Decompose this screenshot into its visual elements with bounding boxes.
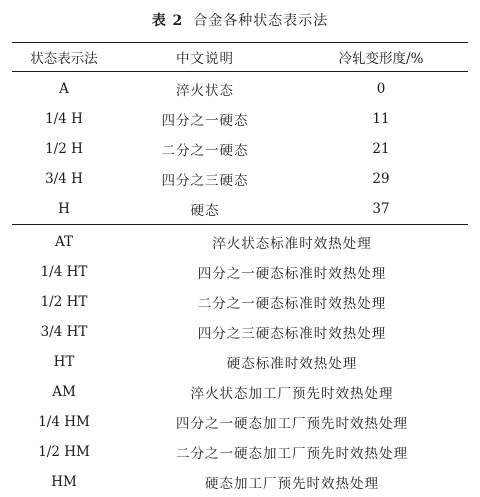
state-description: 淬火状态标准时效热处理: [212, 236, 372, 252]
state-description: 淬火状态加工厂预先时效热处理: [190, 386, 394, 402]
state-description: 二分之一硬态标准时效热处理: [197, 296, 387, 312]
state-code: 1/4 HM: [38, 414, 90, 430]
header-deformation: 冷轧变形度/%: [338, 51, 424, 67]
group-separator-rule: [12, 224, 468, 225]
deformation-value: 21: [372, 141, 390, 157]
table-caption: [0, 10, 480, 32]
state-code: 1/4 H: [45, 111, 83, 127]
table-row: [12, 164, 468, 194]
state-code: 1/2 HM: [38, 444, 90, 460]
table-header-row: [12, 43, 468, 71]
state-code: 3/4 HT: [40, 324, 88, 340]
table-row: [12, 104, 468, 134]
table-row: [12, 467, 468, 497]
table-row: [12, 74, 468, 104]
table-row: [12, 287, 468, 317]
state-code: 1/2 H: [45, 141, 83, 157]
state-description: 四分之三硬态标准时效热处理: [197, 326, 387, 342]
state-description: 四分之一硬态: [161, 113, 249, 129]
table-row: [12, 377, 468, 407]
state-code: HM: [51, 474, 77, 490]
table-title: 合金各种状态表示法: [193, 13, 329, 29]
state-code: 3/4 H: [45, 171, 83, 187]
state-code: A: [59, 81, 69, 97]
state-code: AM: [52, 384, 76, 400]
state-description: 硬态加工厂预先时效热处理: [205, 476, 379, 492]
table-row: [12, 257, 468, 287]
state-code: 1/2 HT: [40, 294, 88, 310]
state-code: H: [58, 201, 70, 217]
state-description: 四分之一硬态加工厂预先时效热处理: [176, 416, 408, 432]
state-description: 四分之三硬态: [161, 173, 249, 189]
deformation-value: 29: [372, 171, 390, 187]
state-code: 1/4 HT: [40, 264, 88, 280]
table-row: [12, 317, 468, 347]
state-code: AT: [54, 234, 73, 250]
table-row: [12, 437, 468, 467]
table-row: [12, 134, 468, 164]
header-description: 中文说明: [176, 51, 234, 67]
table-row: [12, 347, 468, 377]
table-row: [12, 194, 468, 224]
state-description: 二分之一硬态: [161, 143, 249, 159]
state-description: 硬态标准时效热处理: [226, 356, 358, 372]
header-rule: [12, 71, 468, 72]
table-row: [12, 407, 468, 437]
state-description: 二分之一硬态加工厂预先时效热处理: [176, 446, 408, 462]
state-description: 淬火状态: [176, 83, 234, 99]
table-row: [12, 227, 468, 257]
deformation-value: 37: [372, 201, 390, 217]
header-code: 状态表示法: [30, 51, 98, 67]
state-description: 硬态: [190, 203, 220, 219]
state-description: 四分之一硬态标准时效热处理: [197, 266, 387, 282]
deformation-value: 11: [372, 111, 390, 127]
table-number: 表 2: [151, 13, 184, 29]
alloy-state-table: [12, 42, 468, 497]
state-code: HT: [53, 354, 75, 370]
deformation-value: 0: [376, 81, 386, 97]
